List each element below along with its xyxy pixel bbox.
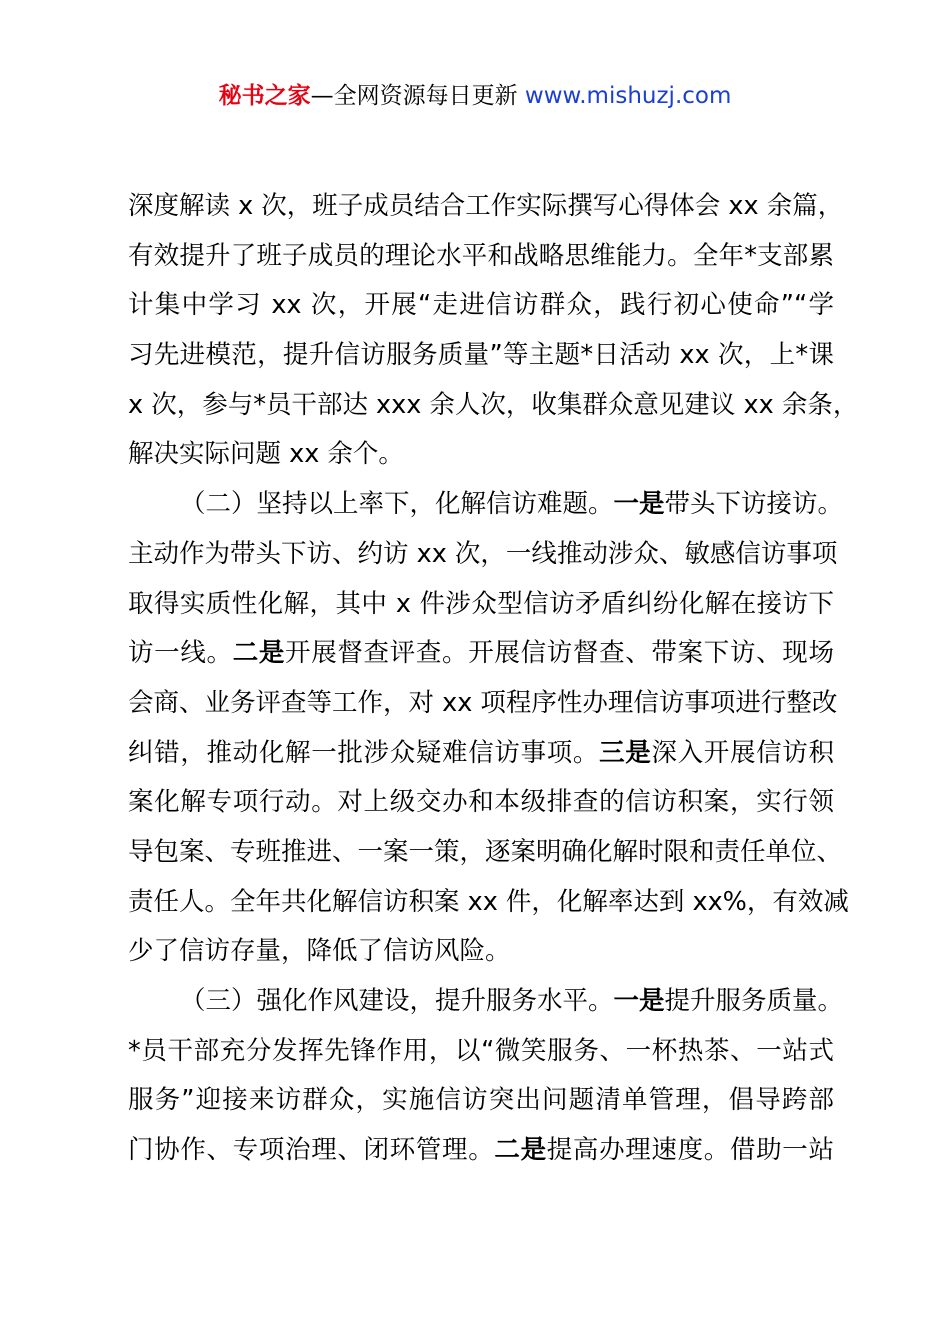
bold-marker: 三是 — [599, 737, 652, 768]
line-text: 导包案、专班推进、一案一策，逐案明确化解时限和责任单位、 — [128, 836, 843, 867]
line-text: 纠错，推动化解一批涉众疑难信访事项。 — [128, 737, 600, 768]
line-text: 带头下访接访。 — [664, 489, 844, 520]
line-text: 计集中学习 xx 次，开展“走进信访群众，践行初心使命”“学 — [128, 290, 834, 321]
text-line — [128, 679, 838, 729]
line-text: （三）强化作风建设，提升服务水平。 — [180, 986, 614, 1016]
text-line — [128, 232, 834, 282]
line-text: （二）坚持以上率下，化解信访难题。 — [180, 489, 614, 520]
text-line — [128, 1076, 834, 1126]
brand-name: 秘书之家 — [218, 83, 311, 109]
text-line — [128, 580, 834, 630]
line-text: 服务”迎接来访群众，实施信访突出问题清单管理，倡导跨部 — [128, 1085, 834, 1116]
bold-marker: 一是 — [613, 489, 665, 520]
text-line — [128, 430, 834, 480]
line-text: 会商、业务评查等工作，对 xx 项程序性办理信访事项进行整改 — [128, 687, 838, 718]
text-line — [128, 331, 834, 381]
header-tagline: —全网资源每日更新 — [310, 83, 525, 109]
line-text: 深度解读 x 次，班子成员结合工作实际撰写心得体会 xx 余篇， — [128, 191, 844, 221]
page-header — [0, 80, 950, 112]
line-text: x 次，参与*员干部达 xxx 余人次，收集群众意见建议 xx 余条， — [128, 389, 859, 420]
bold-marker: 一是 — [613, 986, 665, 1016]
text-line — [128, 977, 844, 1027]
line-text: 有效提升了班子成员的理论水平和战略思维能力。全年*支部累 — [128, 240, 834, 271]
line-text: 访一线。 — [128, 638, 233, 669]
document-body — [128, 182, 859, 1176]
text-line — [128, 778, 834, 828]
bold-marker: 二是 — [232, 638, 286, 669]
text-line — [128, 530, 838, 580]
text-line — [128, 629, 834, 679]
text-line — [128, 281, 834, 331]
line-text: 案化解专项行动。对上级交办和本级排查的信访积案，实行领 — [128, 787, 834, 818]
line-text: 习先进模范，提升信访服务质量”等主题*日活动 xx 次，上*课 — [128, 340, 834, 371]
text-line — [128, 1027, 834, 1077]
line-text: 责任人。全年共化解信访积案 xx 件，化解率达到 xx%，有效减 — [128, 886, 849, 917]
line-text: 开展督查评查。开展信访督查、带案下访、现场 — [285, 638, 834, 669]
line-text: 深入开展信访积 — [651, 737, 834, 768]
line-text: 取得实质性化解，其中 x 件涉众型信访矛盾纠纷化解在接访下 — [128, 588, 834, 619]
line-text: *员干部充分发挥先锋作用，以“微笑服务、一杯热茶、一站式 — [128, 1035, 834, 1066]
text-line — [128, 878, 849, 928]
line-text: 解决实际问题 xx 余个。 — [128, 439, 404, 470]
text-line — [128, 729, 834, 779]
site-url-link[interactable]: www.mishuzj.com — [524, 83, 732, 109]
text-line — [128, 828, 843, 878]
text-line — [128, 480, 844, 530]
line-text: 门协作、专项治理、闭环管理。 — [128, 1135, 495, 1166]
text-line — [128, 1126, 834, 1176]
line-text: 提升服务质量。 — [664, 986, 844, 1016]
bold-marker: 二是 — [494, 1135, 547, 1166]
text-line — [128, 182, 844, 232]
line-text: 少了信访存量，降低了信访风险。 — [128, 936, 511, 967]
text-line — [128, 927, 834, 977]
line-text: 提高办理速度。借助一站 — [546, 1135, 834, 1166]
text-line — [128, 381, 859, 431]
line-text: 主动作为带头下访、约访 xx 次，一线推动涉众、敏感信访事项 — [128, 538, 838, 569]
